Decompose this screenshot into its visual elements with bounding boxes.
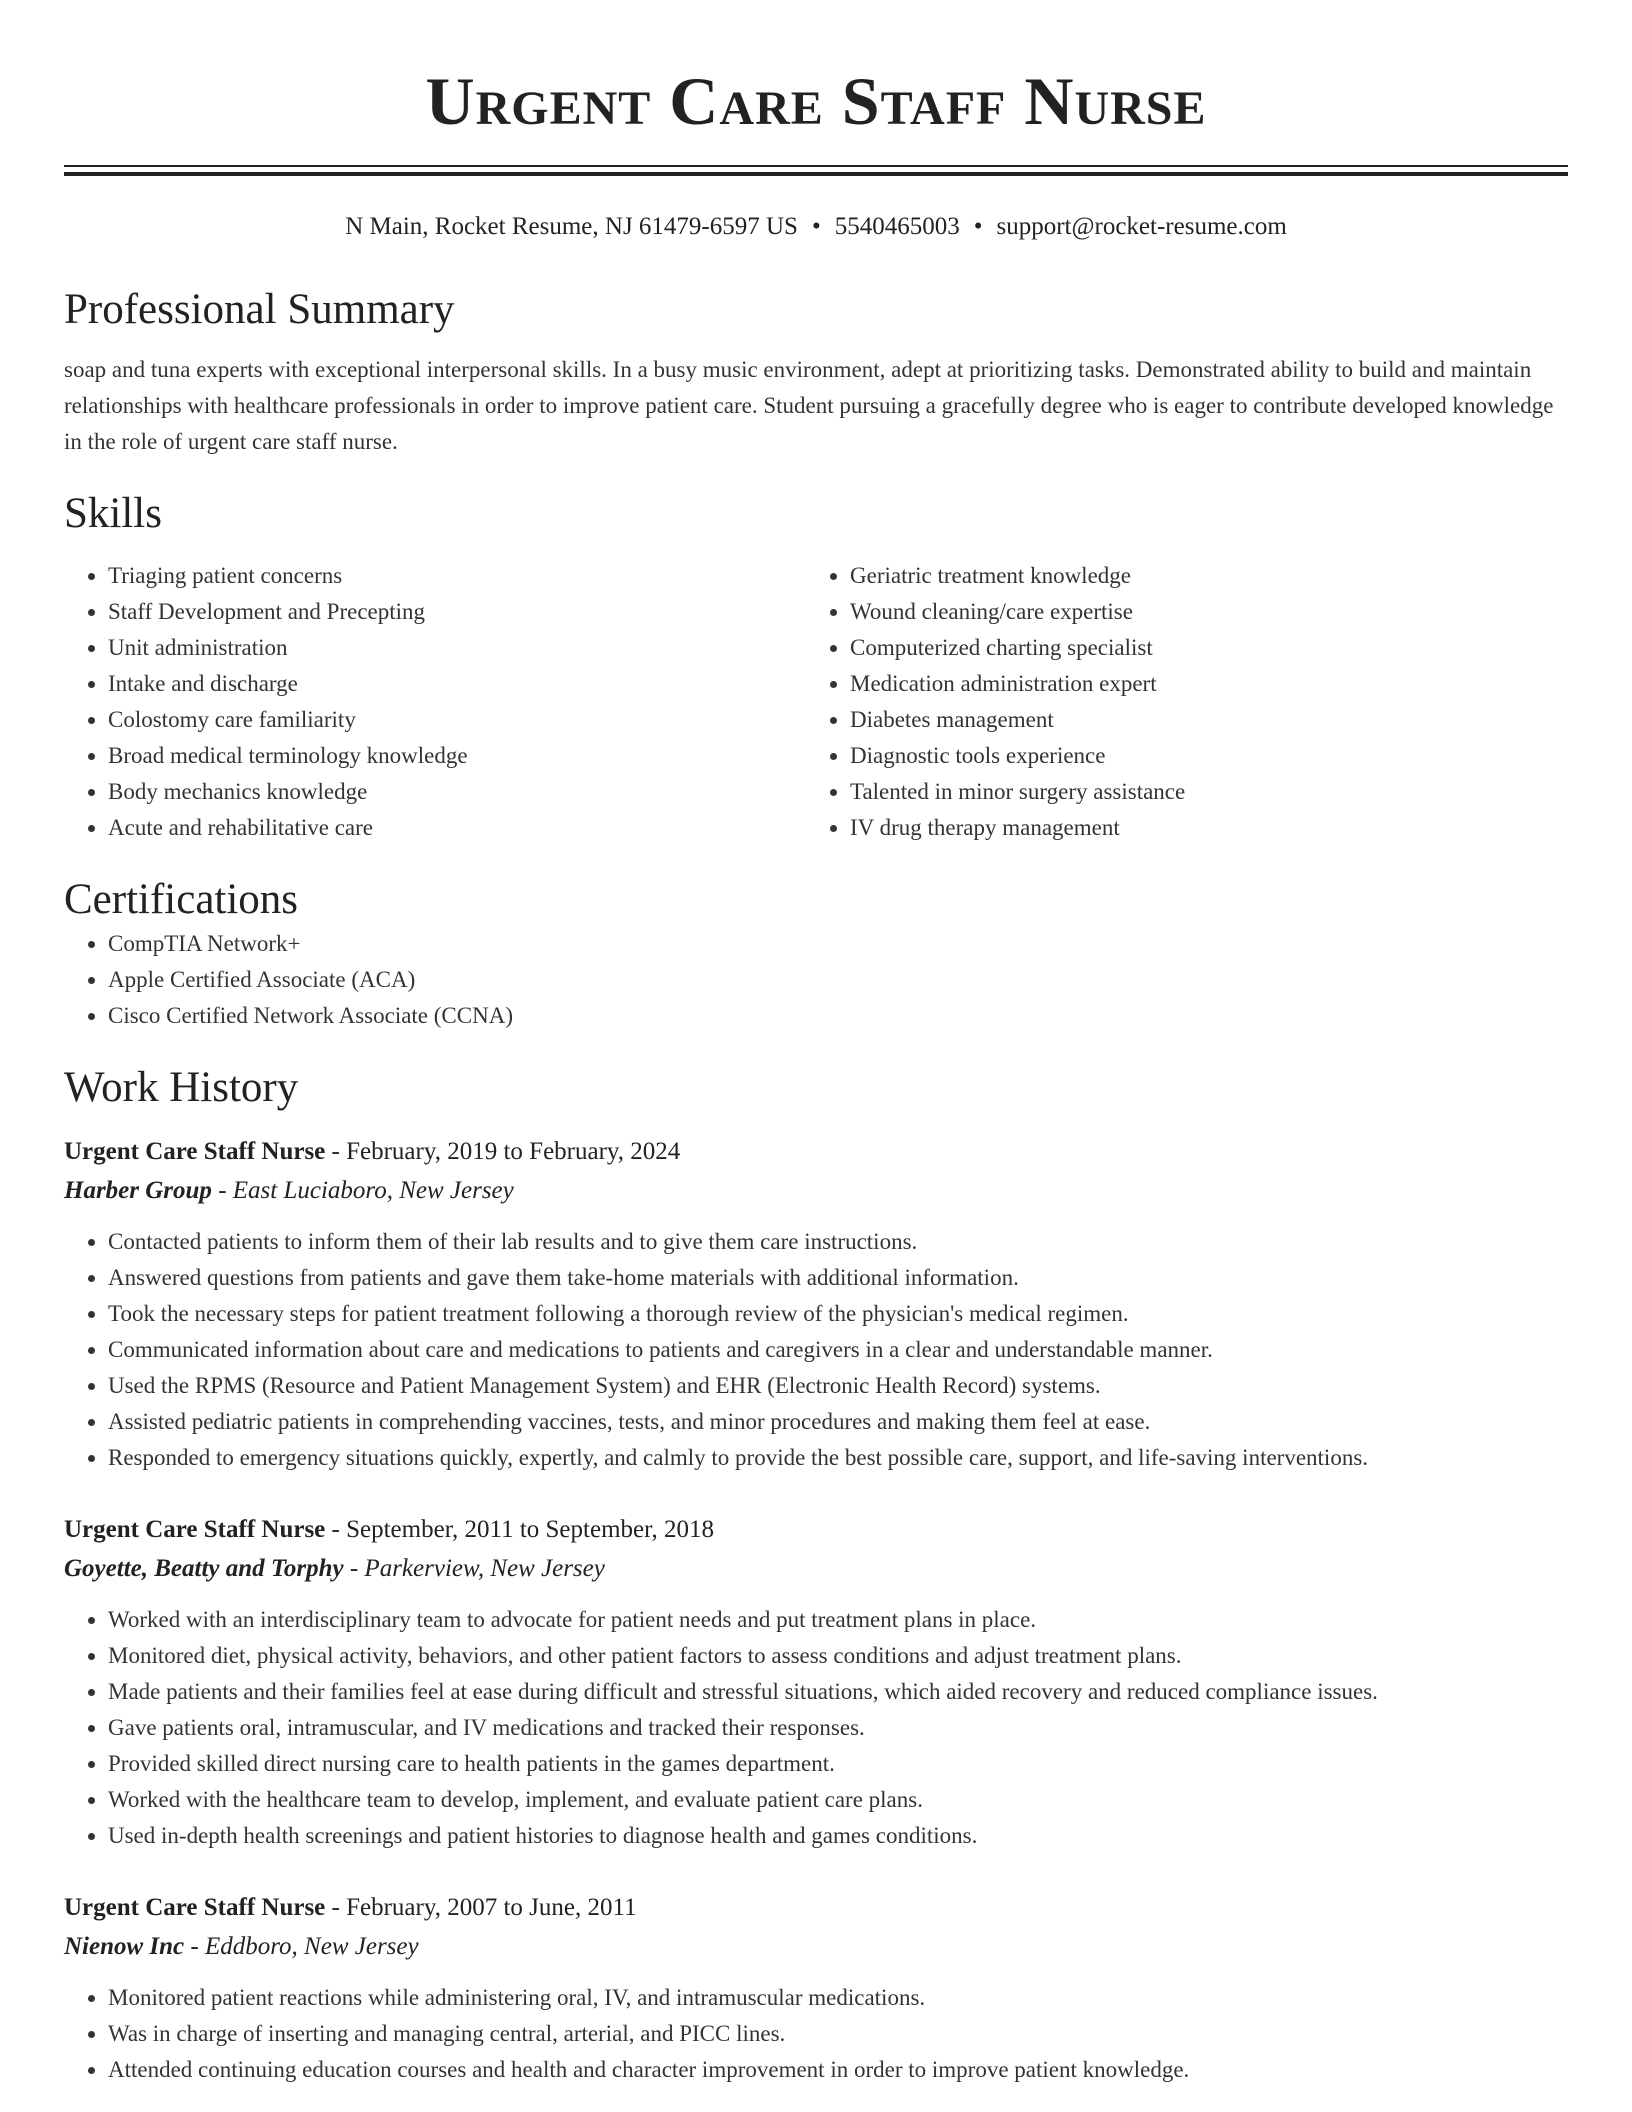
job-company-line — [64, 1549, 1568, 1588]
skill-item: • Diabetes management — [850, 702, 1548, 738]
job-duty: • Communicated information about care and medications to patients and caregivers in a clear and understandable manner. — [108, 1332, 1568, 1368]
job-title-line — [64, 1510, 1568, 1549]
skills-list-left — [64, 558, 806, 846]
summary-text: soap and tuna experts with exceptional interpersonal skills. In a busy music environment, adept at prioritizing tasks. Demonstrated ability to build and maintain relationships with healthcare professionals in order to improve patient care. Student pursuing a gracefully degree who is eager to contribute developed knowledge in the role of urgent care staff nurse. — [64, 357, 1554, 454]
job-position: Urgent Care Staff Nurse — [64, 1516, 326, 1543]
skill-item: • Acute and rehabilitative care — [108, 810, 806, 846]
work-history-heading: Work History — [64, 1064, 299, 1111]
job-duty: • Attended continuing education courses and health and character improvement in order to improve patient knowledge. — [108, 2052, 1568, 2088]
skill-item: • Triaging patient concerns — [108, 558, 806, 594]
job-dates: - February, 2019 to February, 2024 — [325, 1138, 681, 1165]
job-company: Nienow Inc — [64, 1933, 185, 1960]
job-duty: • Used in-depth health screenings and patient histories to diagnose health and games conditions. — [108, 1818, 1568, 1854]
job-location: - East Luciaboro, New Jersey — [211, 1177, 514, 1204]
skill-item: • Diagnostic tools experience — [850, 738, 1548, 774]
job-duty: • Made patients and their families feel at ease during difficult and stressful situations, which aided recovery and reduced compliance issues. — [108, 1674, 1568, 1710]
job-duty: • Provided skilled direct nursing care to health patients in the games department. — [108, 1746, 1568, 1782]
job-title-line — [64, 1132, 1568, 1171]
contact-line — [64, 212, 1568, 242]
skill-item: • Colostomy care familiarity — [108, 702, 806, 738]
certifications-list — [64, 926, 1568, 1034]
title-divider-thin — [64, 165, 1568, 167]
summary-heading: Professional Summary — [64, 286, 455, 333]
certification-item: • Cisco Certified Network Associate (CCNA) — [108, 998, 1568, 1034]
job-duty: • Was in charge of inserting and managing central, arterial, and PICC lines. — [108, 2016, 1568, 2052]
job-duty: • Worked with the healthcare team to develop, implement, and evaluate patient care plans. — [108, 1782, 1568, 1818]
skill-item: • Intake and discharge — [108, 666, 806, 702]
skill-item: • Wound cleaning/care expertise — [850, 594, 1548, 630]
job-entry — [64, 1510, 1568, 1854]
contact-phone: 5540465003 — [834, 213, 960, 240]
job-dates: - February, 2007 to June, 2011 — [325, 1894, 637, 1921]
skills-column-right — [806, 558, 1548, 846]
job-duties-list — [64, 1224, 1568, 1476]
job-dates: - September, 2011 to September, 2018 — [325, 1516, 714, 1543]
job-duty: • Gave patients oral, intramuscular, and IV medications and tracked their responses. — [108, 1710, 1568, 1746]
skill-item: • Medication administration expert — [850, 666, 1548, 702]
job-duty: • Used the RPMS (Resource and Patient Management System) and EHR (Electronic Health Record) systems. — [108, 1368, 1568, 1404]
contact-separator: • — [811, 213, 821, 240]
job-company: Goyette, Beatty and Torphy — [64, 1555, 344, 1582]
skill-item: • Talented in minor surgery assistance — [850, 774, 1548, 810]
contact-separator: • — [973, 213, 983, 240]
job-entry — [64, 1132, 1568, 1476]
job-duty: • Answered questions from patients and gave them take-home materials with additional information. — [108, 1260, 1568, 1296]
title-divider-thick — [64, 172, 1568, 176]
job-duty: • Took the necessary steps for patient treatment following a thorough review of the physician's medical regimen. — [108, 1296, 1568, 1332]
job-entry — [64, 1888, 1568, 2088]
job-company-line — [64, 1171, 1568, 1210]
skills-heading: Skills — [64, 490, 162, 537]
job-duties-list — [64, 1980, 1568, 2088]
job-company: Harber Group — [64, 1177, 212, 1204]
job-duty: • Assisted pediatric patients in comprehending vaccines, tests, and minor procedures and making them feel at ease. — [108, 1404, 1568, 1440]
skill-item: • Body mechanics knowledge — [108, 774, 806, 810]
job-duty: • Responded to emergency situations quickly, expertly, and calmly to provide the best possible care, support, and life-saving interventions. — [108, 1440, 1568, 1476]
skills-list-right — [806, 558, 1548, 846]
skill-item: • IV drug therapy management — [850, 810, 1548, 846]
skills-column-left — [64, 558, 806, 846]
resume-title: Urgent Care Staff Nurse — [425, 63, 1207, 139]
certification-item: • CompTIA Network+ — [108, 926, 1568, 962]
job-title-line — [64, 1888, 1568, 1927]
job-duty: • Monitored patient reactions while administering oral, IV, and intramuscular medications. — [108, 1980, 1568, 2016]
job-location: - Parkerview, New Jersey — [343, 1555, 605, 1582]
job-duties-list — [64, 1602, 1568, 1854]
certification-item: • Apple Certified Associate (ACA) — [108, 962, 1568, 998]
job-position: Urgent Care Staff Nurse — [64, 1894, 326, 1921]
skill-item: • Staff Development and Precepting — [108, 594, 806, 630]
job-location: - Eddboro, New Jersey — [184, 1933, 419, 1960]
job-duty: • Worked with an interdisciplinary team to advocate for patient needs and put treatment plans in place. — [108, 1602, 1568, 1638]
skill-item: • Geriatric treatment knowledge — [850, 558, 1548, 594]
contact-email: support@rocket-resume.com — [996, 213, 1287, 240]
skill-item: • Unit administration — [108, 630, 806, 666]
job-position: Urgent Care Staff Nurse — [64, 1138, 326, 1165]
job-duty: • Monitored diet, physical activity, behaviors, and other patient factors to assess conditions and adjust treatment plans. — [108, 1638, 1568, 1674]
job-duty: • Contacted patients to inform them of their lab results and to give them care instructions. — [108, 1224, 1568, 1260]
skill-item: • Broad medical terminology knowledge — [108, 738, 806, 774]
skill-item: • Computerized charting specialist — [850, 630, 1548, 666]
certifications-heading: Certifications — [64, 876, 299, 923]
skills-columns — [64, 558, 1568, 846]
job-company-line — [64, 1927, 1568, 1966]
contact-address: N Main, Rocket Resume, NJ 61479-6597 US — [345, 213, 798, 240]
